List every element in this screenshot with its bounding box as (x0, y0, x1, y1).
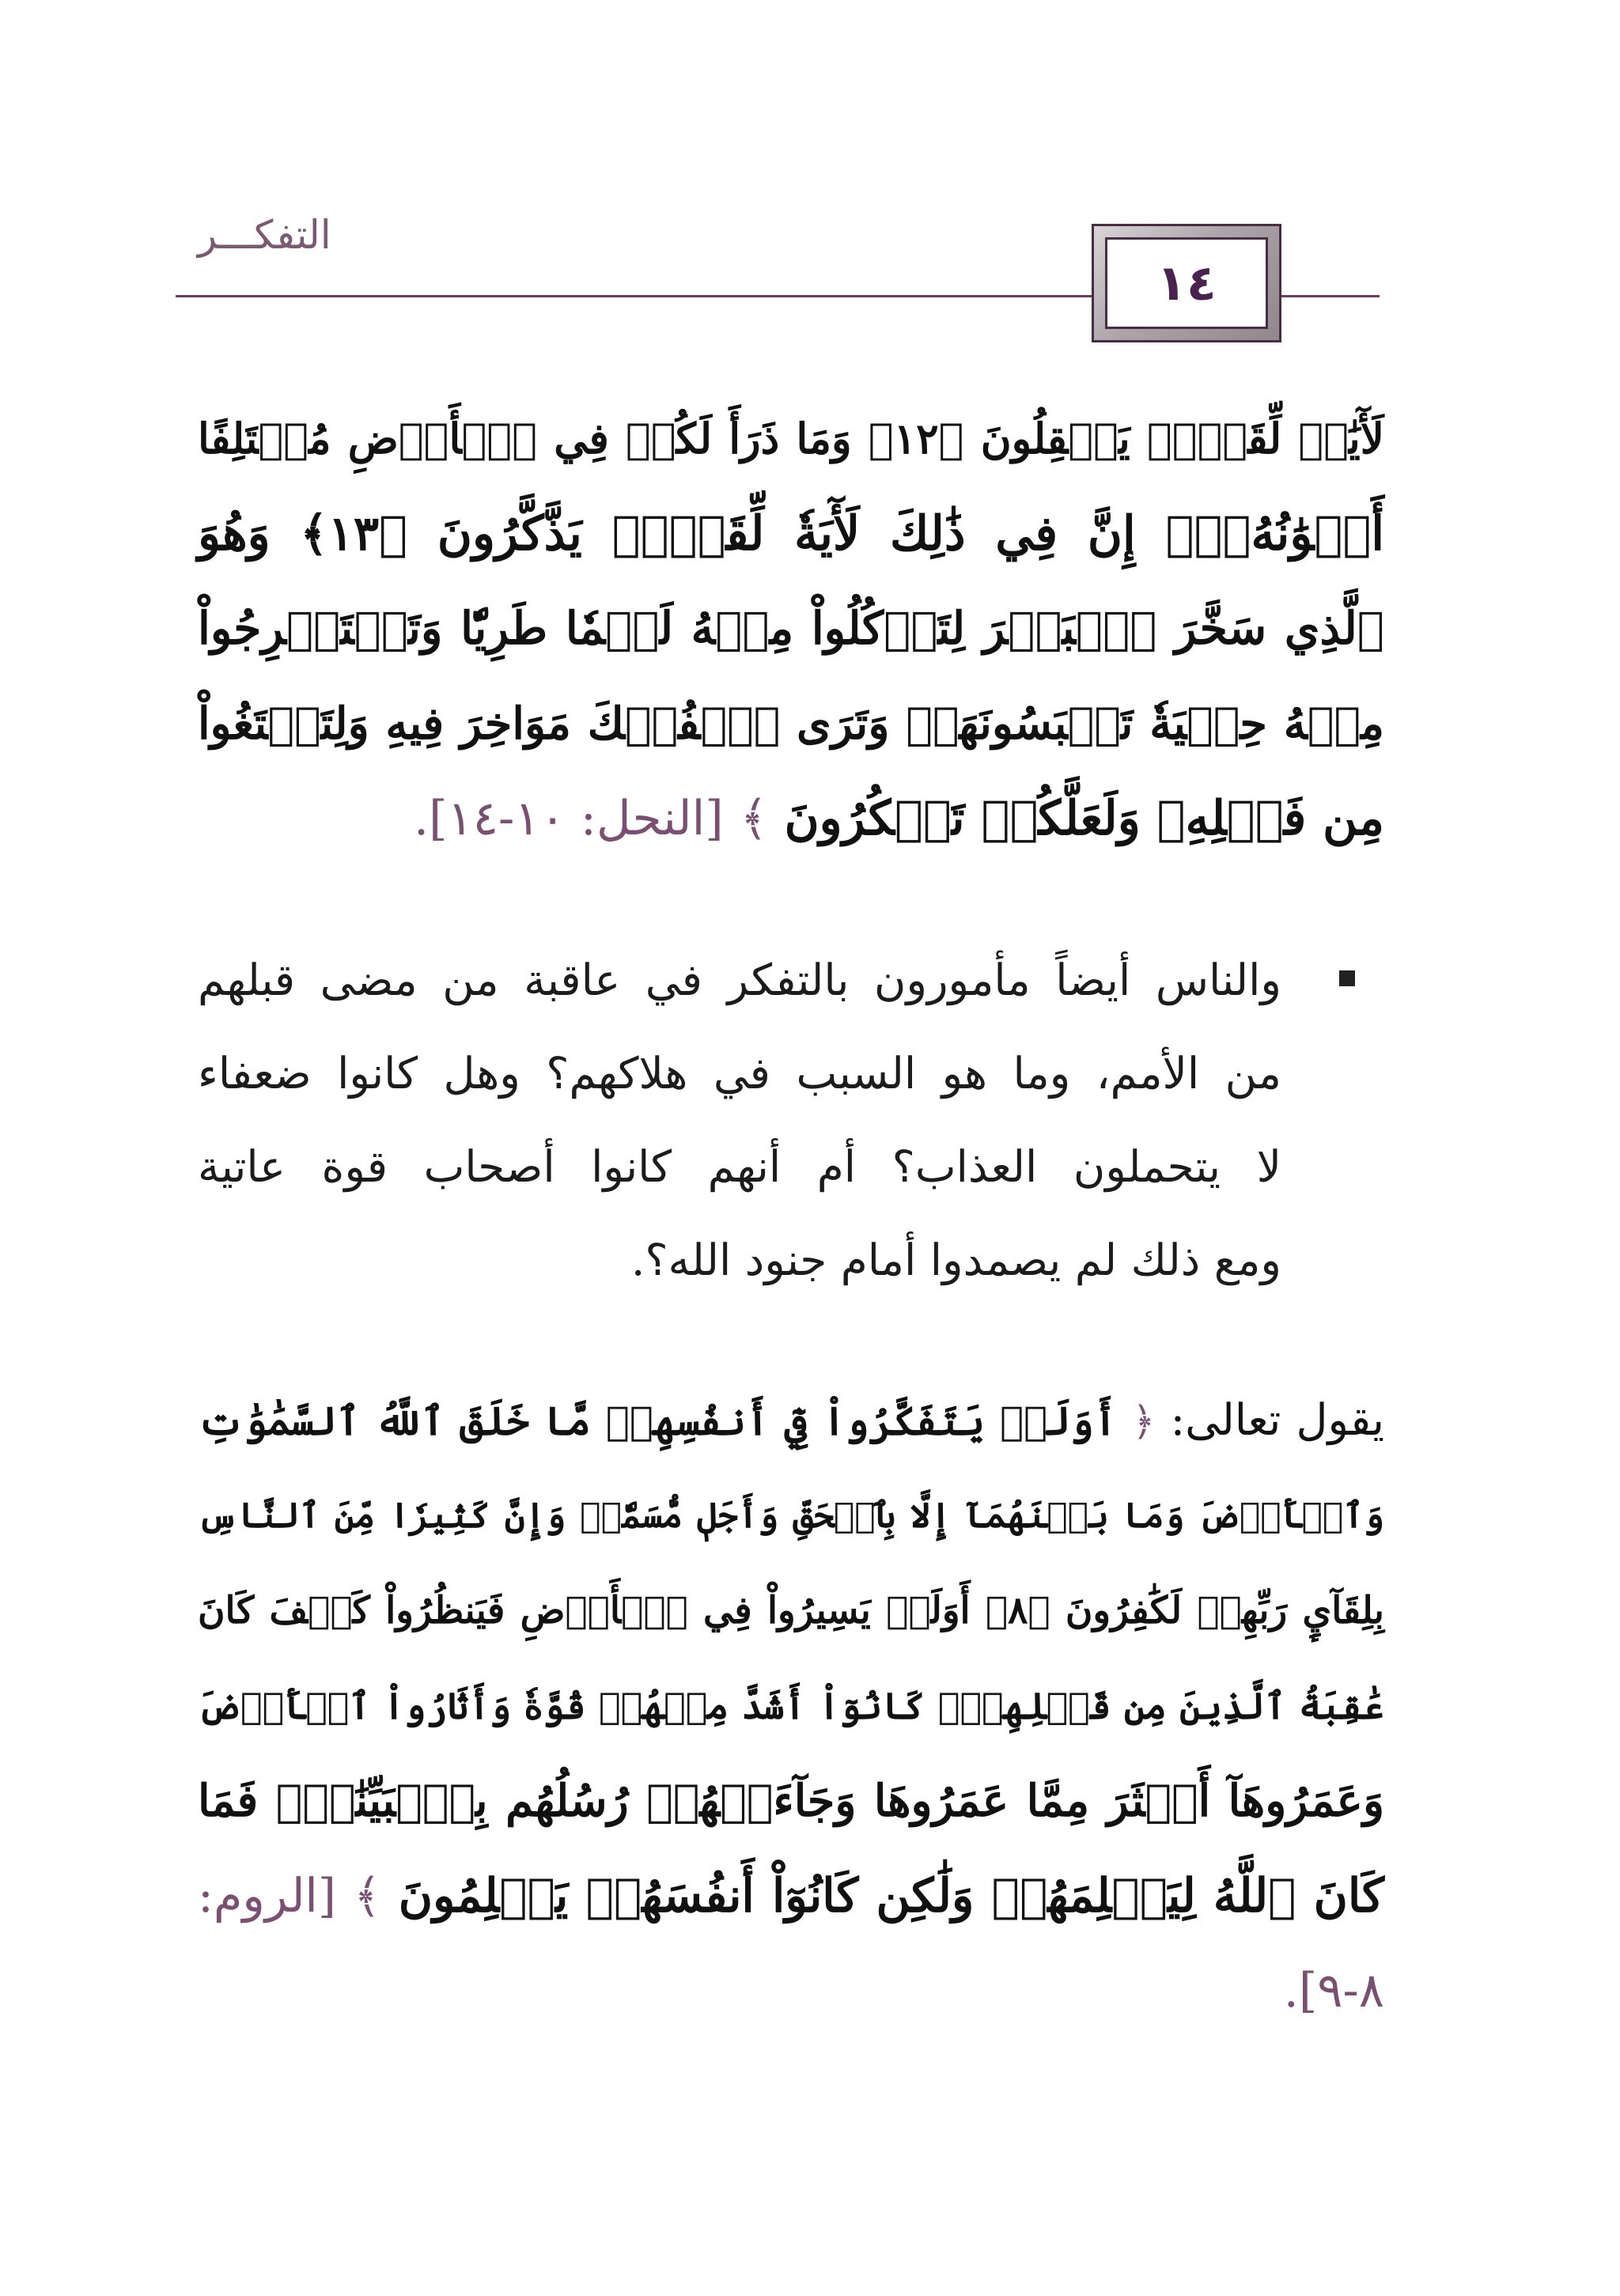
verse-text: أَوَلَمۡ يَتَفَكَّرُواْ فِيٓ أَنفُسِهِمۗ مَّا خَلَقَ ٱللَّهُ ٱلسَّمَٰوَٰتِ (198, 1398, 1118, 1444)
verse-line: أَلۡوَٰنُهُۥٓۚ إِنَّ فِي ذَٰلِكَ لَأٓيَةٗ لِّقَوۡمٖ يَذَّكَّرُونَ ﴿١٣﴾ وَهُوَ (198, 506, 1385, 562)
closing-ornament: ﴾ (740, 791, 768, 846)
paragraph-block (198, 933, 1281, 1307)
verse-line: عَٰقِبَةُ ٱلَّذِينَ مِن قَبۡلِهِمۡۚ كَانُوٓاْ أَشَدَّ مِنۡهُمۡ قُوَّةٗ وَأَثَارُواْ ٱلۡأَرۡضَ (198, 1685, 1384, 1727)
bullet-marker (1339, 970, 1355, 986)
quran-verse-block-2 (198, 1372, 1384, 2038)
verse-line: بِلِقَآيِٕ رَبِّهِمۡ لَكَٰفِرُونَ ﴿٨﴾ أَوَلَمۡ يَسِيرُواْ فِي ٱلۡأَرۡضِ فَيَنظُرُواْ كَيۡفَ كَانَ (198, 1589, 1384, 1632)
verse-line: مِنۡهُ حِلۡيَةٗ تَلۡبَسُونَهَاۖ وَتَرَى ٱلۡفُلۡكَ مَوَاخِرَ فِيهِ وَلِتَبۡتَغُواْ (198, 698, 1384, 750)
verse-text: كَانَ ٱللَّهُ لِيَظۡلِمَهُمۡ وَلَٰكِن كَانُوٓاْ أَنفُسَهُمۡ يَظۡلِمُونَ (398, 1868, 1384, 1923)
paragraph-line: من الأمم، وما هو السبب في هلاكهم؟ وهل كانوا ضعفاء (198, 1048, 1281, 1099)
paragraph-line: ومع ذلك لم يصمدوا أمام جنود الله؟. (630, 1235, 1281, 1285)
verse-reference: [النحل: ١٠-١٤]. (414, 791, 724, 846)
page-number-frame (1092, 224, 1281, 342)
verse-line: ٱلَّذِي سَخَّرَ ٱلۡبَحۡرَ لِتَأۡكُلُواْ مِنۡهُ لَحۡمٗا طَرِيّٗا وَتَسۡتَخۡرِجُواْ (198, 602, 1384, 655)
verse-intro: يقول تعالى: (1170, 1394, 1385, 1445)
running-header-title: التفكـــر (198, 212, 331, 258)
page-number: ١٤ (1156, 254, 1217, 312)
paragraph-line: والناس أيضاً مأمورون بالتفكر في عاقبة من مضى قبلهم (198, 955, 1281, 1005)
verse-line: وَعَمَرُوهَآ أَكۡثَرَ مِمَّا عَمَرُوهَا وَجَآءَتۡهُمۡ رُسُلُهُم بِٱلۡبَيِّنَٰتِۖ فَمَا (198, 1775, 1384, 1827)
verse-line-last (198, 1943, 1384, 2038)
closing-ornament: ﴾ (353, 1868, 381, 1923)
opening-ornament: ﴿ (1132, 1398, 1156, 1444)
verse-line: لَأٓيَٰتٖ لِّقَوۡمٖ يَعۡقِلُونَ ﴿١٢﴾ وَمَا ذَرَأَ لَكُمۡ فِي ٱلۡأَرۡضِ مُخۡتَلِفًا (198, 414, 1385, 463)
verse-line-last (198, 771, 1384, 866)
paragraph-line: لا يتحملون العذاب؟ أم أنهم كانوا أصحاب قوة عاتية (198, 1141, 1281, 1192)
verse-line-first (198, 1372, 1384, 1469)
verse-reference-part1: [الروم: (198, 1868, 336, 1923)
verse-text: مِن فَضۡلِهِۦ وَلَعَلَّكُمۡ تَشۡكُرُونَ (784, 791, 1384, 846)
verse-reference-part2: ٨-٩]. (1283, 1963, 1384, 2018)
quran-verse-block-1 (198, 391, 1384, 866)
verse-line: وَٱلۡأَرۡضَ وَمَا بَيۡنَهُمَآ إِلَّا بِٱلۡحَقِّ وَأَجَلٖ مُّسَمّٗىۗ وَإِنَّ كَثِيرٗا مِّنَ ٱلنَّاسِ (198, 1496, 1384, 1536)
page-number-frame-inner (1105, 237, 1268, 329)
verse-line (198, 1848, 1384, 1943)
